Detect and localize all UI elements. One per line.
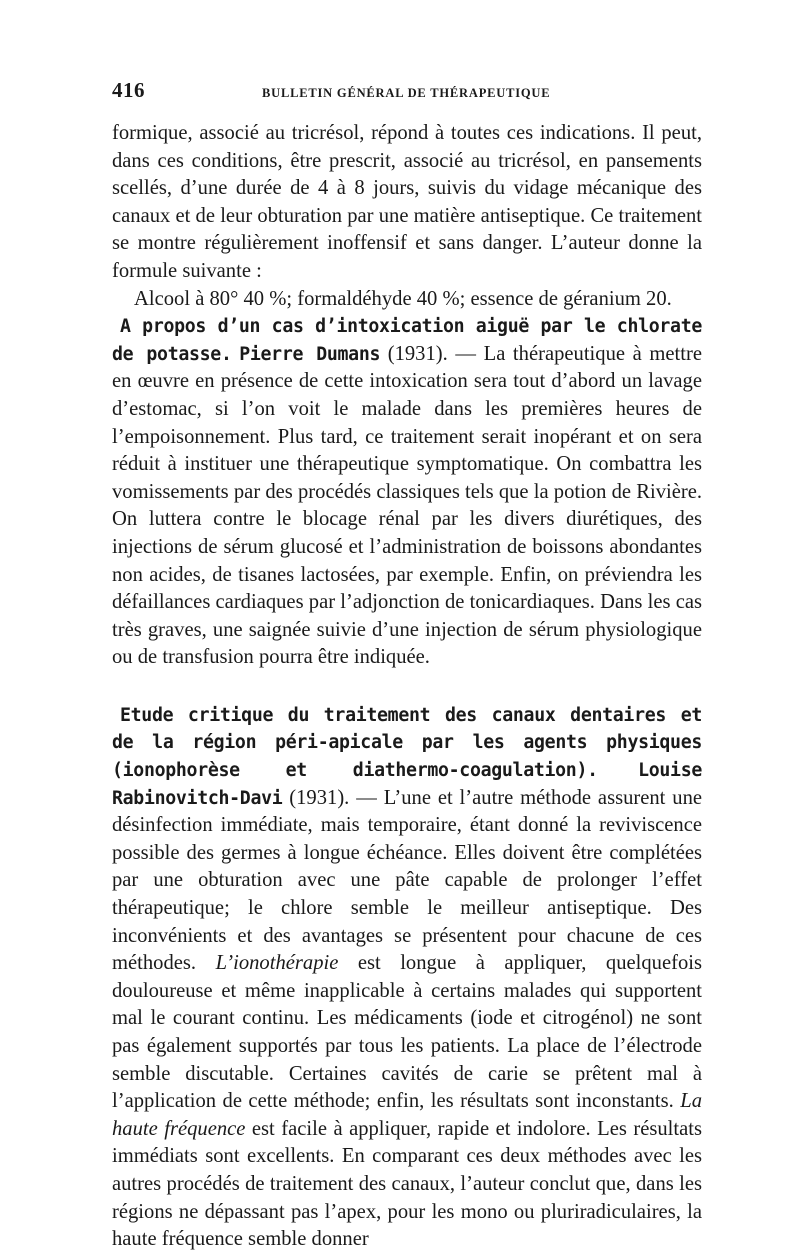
running-title: BULLETIN GÉNÉRAL DE THÉRAPEUTIQUE: [262, 86, 551, 100]
paragraph-continuation: formique, associé au tricrésol, répond à toutes ces indications. Il peut, dans ces conditions, être prescrit, associé au tricrésol, en pansements scellés, d’une durée de 4 à 8 jours, suivis du vidage mécanique des canaux et de leur obturation par une matière antiseptique. Ce traitement se montre régulièrement inoffensif et sans danger. L’auteur donne la formule suivante :: [112, 122, 702, 282]
entry-body: La thérapeutique à mettre en œuvre en présence de cette intoxication sera tout d’abord un lavage d’estomac, si l’on voit le malade dans les premières heures de l’empoisonnement. Plus tard, ce traitement serait inopérant et on sera réduit à instituer une thérapeutique symptomatique. On combattra les vomissements par des procédés classiques tels que la potion de Rivière. On luttera contre le blocage rénal par les divers diurétiques, des injections de sérum glucosé et l’administration de boissons abondantes non acides, de tisanes lactosées, par exemple. Enfin, on préviendra les défaillances cardiaques par l’adjonction de tonicardiaques. Dans les cas très graves, une saignée suivie d’une injection de sérum physiologique ou de transfusion pourra être indiquée.: [112, 342, 702, 669]
body-text: [112, 120, 702, 1254]
abstract-entry-chlorate: [112, 313, 702, 672]
entry-author: Louise Rabinovitch-Davi: [112, 760, 703, 809]
entry-body-part-3: est facile à appliquer, rapide et indolore. Les résultats immédiats sont excellents. En comparant ces deux méthodes avec les autres procédés de traitement des canaux, l’auteur conclut que, dans les régions ne dépassant pas l’apex, pour les mono ou pluriradiculaires, la haute fréquence semble donner: [112, 1117, 702, 1251]
entry-body-part-1: L’une et l’autre méthode assurent une désinfection immédiate, mais temporaire, étant donné la reviviscence possible des germes à longue échéance. Elles doivent être complétées par une obturation avec une pâte capable de prolonger l’effet thérapeutique; le chlore semble le meilleur antiseptique. Des inconvénients et des avantages se présentent pour chacune de ces méthodes.: [112, 786, 703, 975]
entry-year: (1931).: [289, 786, 350, 809]
page-header: [112, 78, 702, 114]
formula-paragraph: Alcool à 80° 40 %; formaldéhyde 40 %; essence de géranium 20.: [134, 287, 672, 310]
entry-dash: —: [356, 786, 377, 809]
entry-title: A propos d’un cas d’intoxication aiguë par le chlorate de potasse.: [112, 316, 702, 365]
entry-dash: —: [455, 342, 476, 365]
entry-title: Etude critique du traitement des canaux dentaires et de la région péri-apicale par les agents physiques (ionophorèse et diathermo-coagulation).: [112, 704, 702, 782]
italic-term-ionotherapie: L’ionothérapie: [215, 952, 339, 975]
entry-year: (1931).: [387, 342, 448, 365]
entry-body-part-2: est longue à appliquer, quelquefois douloureuse et même inapplicable à certains malades qui supportent mal le courant continu. Les médicaments (iode et citrogénol) ne sont pas également supportés par tous les patients. La place de l’électrode semble discutable. Certaines cavités de carie se prêtent mal à l’application de cette méthode; enfin, les résultats sont inconstants.: [112, 952, 702, 1113]
page-number: 416: [112, 78, 145, 102]
abstract-entry-canaux-dentaires: [112, 702, 702, 1254]
entry-author: Pierre Dumans: [239, 343, 381, 365]
italic-term-haute-frequence: La haute fréquence: [112, 1090, 702, 1140]
